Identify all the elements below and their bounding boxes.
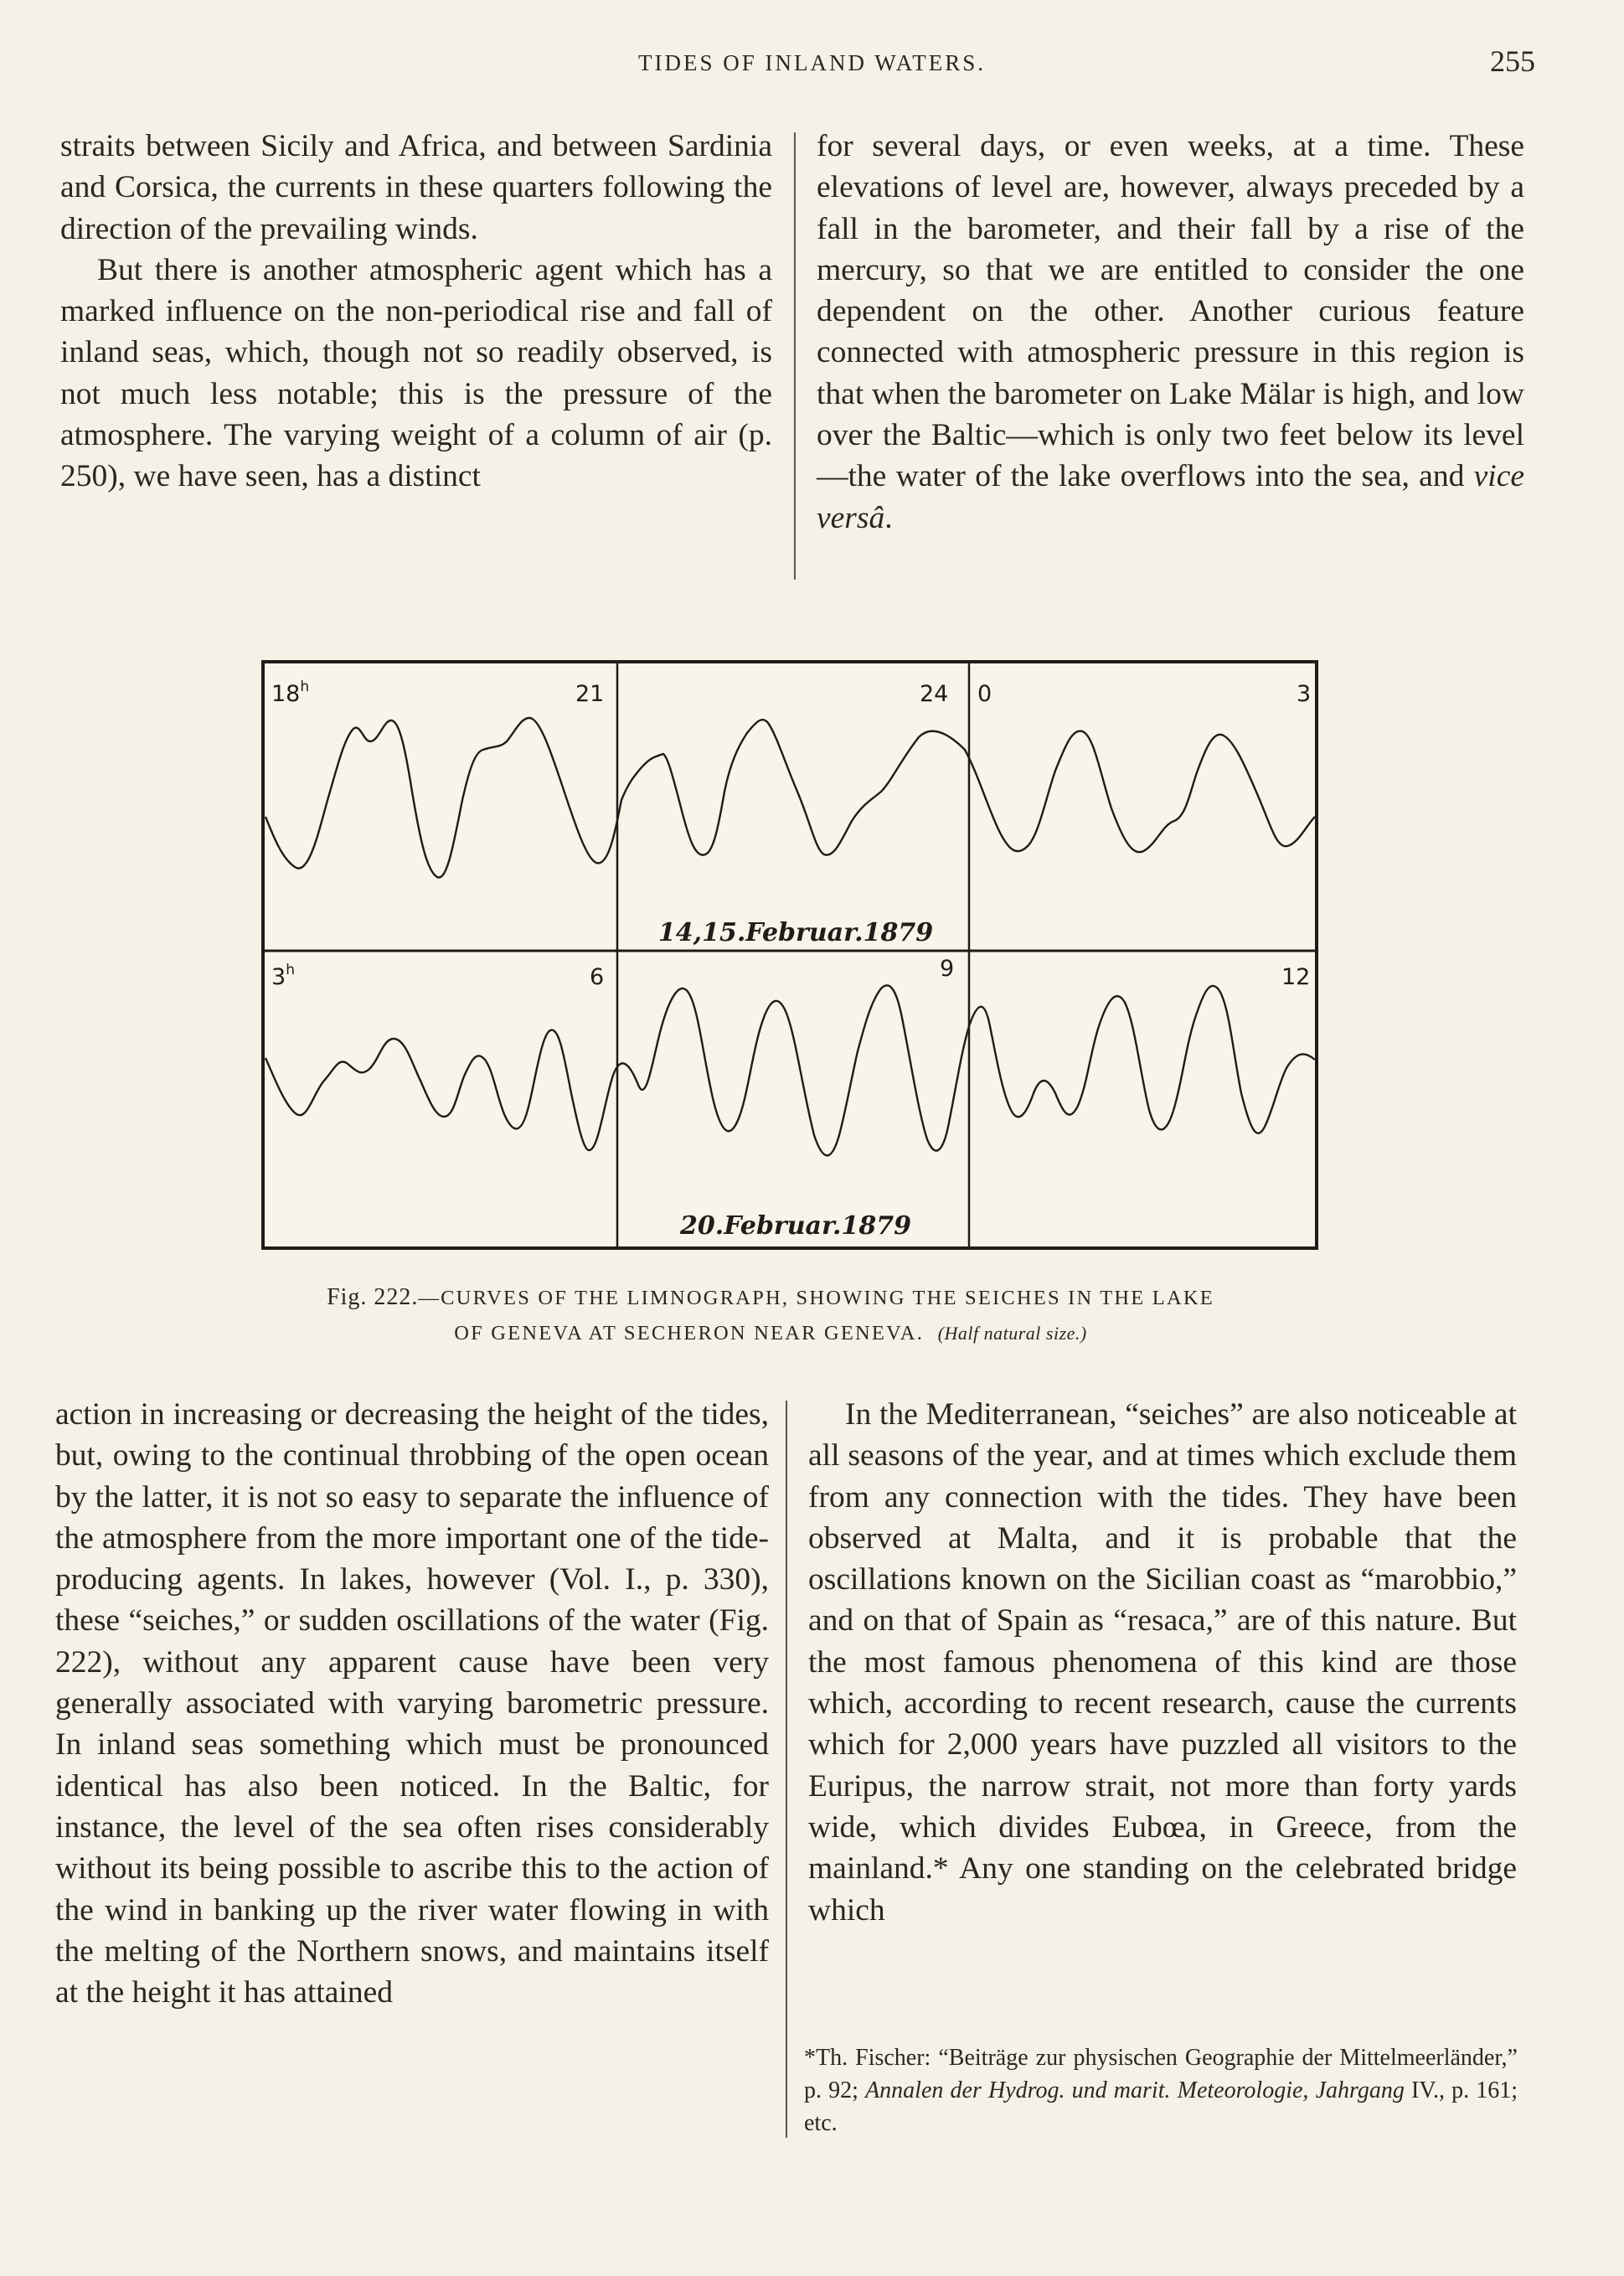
- column-bottom-right: [808, 1394, 1517, 1931]
- tick-label: 3: [1297, 681, 1312, 707]
- figure-frame: [263, 662, 1317, 1248]
- caption-line-1: [209, 1280, 1332, 1316]
- paragraph: straits between Sicily and Africa, and between Sardinia and Corsica, the currents in these quarters following the direction of the prevailing winds.: [60, 129, 772, 246]
- figure-label: Fig. 222.: [327, 1284, 419, 1310]
- page-number: 255: [1490, 44, 1535, 78]
- paragraph: In the Mediterranean, “seiches” are also noticeable at all seasons of the year, and at times which exclude them from any connection with the tides. They have been observed at Malta, and it is probable that the oscillations known on the Sicilian coast as “marobbio,” and on that of Spain as “resaca,” are of this nature. But the most famous phenomena of this kind are those which, according to recent research, cause the currents which for 2,000 years have puzzled all visitors to the Euripus, the narrow strait, not more than forty yards wide, which divides Eubœa, in Greece, from the mainland.* Any one standing on the celebrated bridge which: [808, 1397, 1517, 1928]
- italic-text: vice versâ: [817, 459, 1524, 535]
- tick-label: 6: [590, 964, 605, 990]
- date-label: 14,15.Februar.1879: [657, 918, 934, 947]
- page-header: [0, 44, 1624, 85]
- column-divider: [794, 132, 796, 580]
- caption-text: —CURVES OF THE LIMNOGRAPH, SHOWING THE SEICHES IN THE LAKE: [418, 1287, 1214, 1309]
- size-note: (Half natural size.): [937, 1323, 1087, 1344]
- column-bottom-left: [55, 1394, 769, 2013]
- tick-label: 21: [575, 681, 605, 707]
- text-run: for several days, or even weeks, at a time. These elevations of level are, however, always preceded by a fall in the barometer, and their fall by a rise of the mercury, so that we are entitled to consider the one dependent on the other. Another curious feature connected with atmospheric pressure in this region is that when the barometer on Lake Mälar is high, and low over the Baltic—which is only two feet below its level—the water of the lake overflows into the sea, and: [817, 129, 1524, 494]
- running-head: TIDES OF INLAND WATERS.: [637, 50, 986, 75]
- caption-text: OF GENEVA AT SECHERON NEAR GENEVA.: [454, 1322, 925, 1344]
- tick-label: 9: [940, 956, 955, 982]
- figure-limnograph: [261, 658, 1320, 1252]
- date-label: 20.Februar.1879: [680, 1211, 911, 1241]
- tick-label: 0: [977, 681, 992, 707]
- tick-label: 24: [920, 681, 949, 707]
- tick-label: 12: [1281, 964, 1311, 990]
- footnote-text: *Th. Fischer: “Beiträge zur physischen Geographie der Mittelmeerländer,” p. 92;: [804, 2045, 1518, 2103]
- paragraph: [817, 126, 1524, 539]
- footnote-text: IV., p. 161; etc.: [804, 2077, 1518, 2136]
- column-divider: [786, 1401, 787, 2138]
- paragraph: But there is another atmospheric agent which has a marked influence on the non-periodical rise and fall of inland seas, which, though not so readily observed, is not much less notable; this is the pressure of the atmosphere. The varying weight of a column of air (p. 250), we have seen, has a distinct: [60, 252, 772, 494]
- column-top-right: [817, 126, 1524, 539]
- footnote: [804, 2041, 1518, 2139]
- figure-caption: [209, 1280, 1332, 1351]
- footnote-italic: Annalen der Hydrog. und marit. Meteorologie, Jahrgang: [865, 2077, 1405, 2103]
- caption-line-2: [209, 1316, 1332, 1351]
- tick-label: 18$^h$: [271, 679, 310, 707]
- text-run: .: [884, 500, 893, 535]
- limnograph-curves: [261, 658, 1320, 1252]
- paragraph: action in increasing or decreasing the height of the tides, but, owing to the continual throbbing of the open ocean by the latter, it is not so easy to separate the influence of the atmosphere from the more important one of the tide-producing agents. In lakes, however (Vol. I., p. 330), these “seiches,” or sudden oscillations of the water (Fig. 222), without any apparent cause have been very generally associated with varying barometric pressure. In inland seas something which must be pronounced identical has also been noticed. In the Baltic, for instance, the level of the sea often rises considerably without its being possible to ascribe this to the action of the wind in banking up the river water flowing in with the melting of the Northern snows, and maintains itself at the height it has attained: [55, 1397, 769, 2010]
- tick-label: 3$^h$: [271, 962, 295, 990]
- column-top-left: [60, 126, 772, 498]
